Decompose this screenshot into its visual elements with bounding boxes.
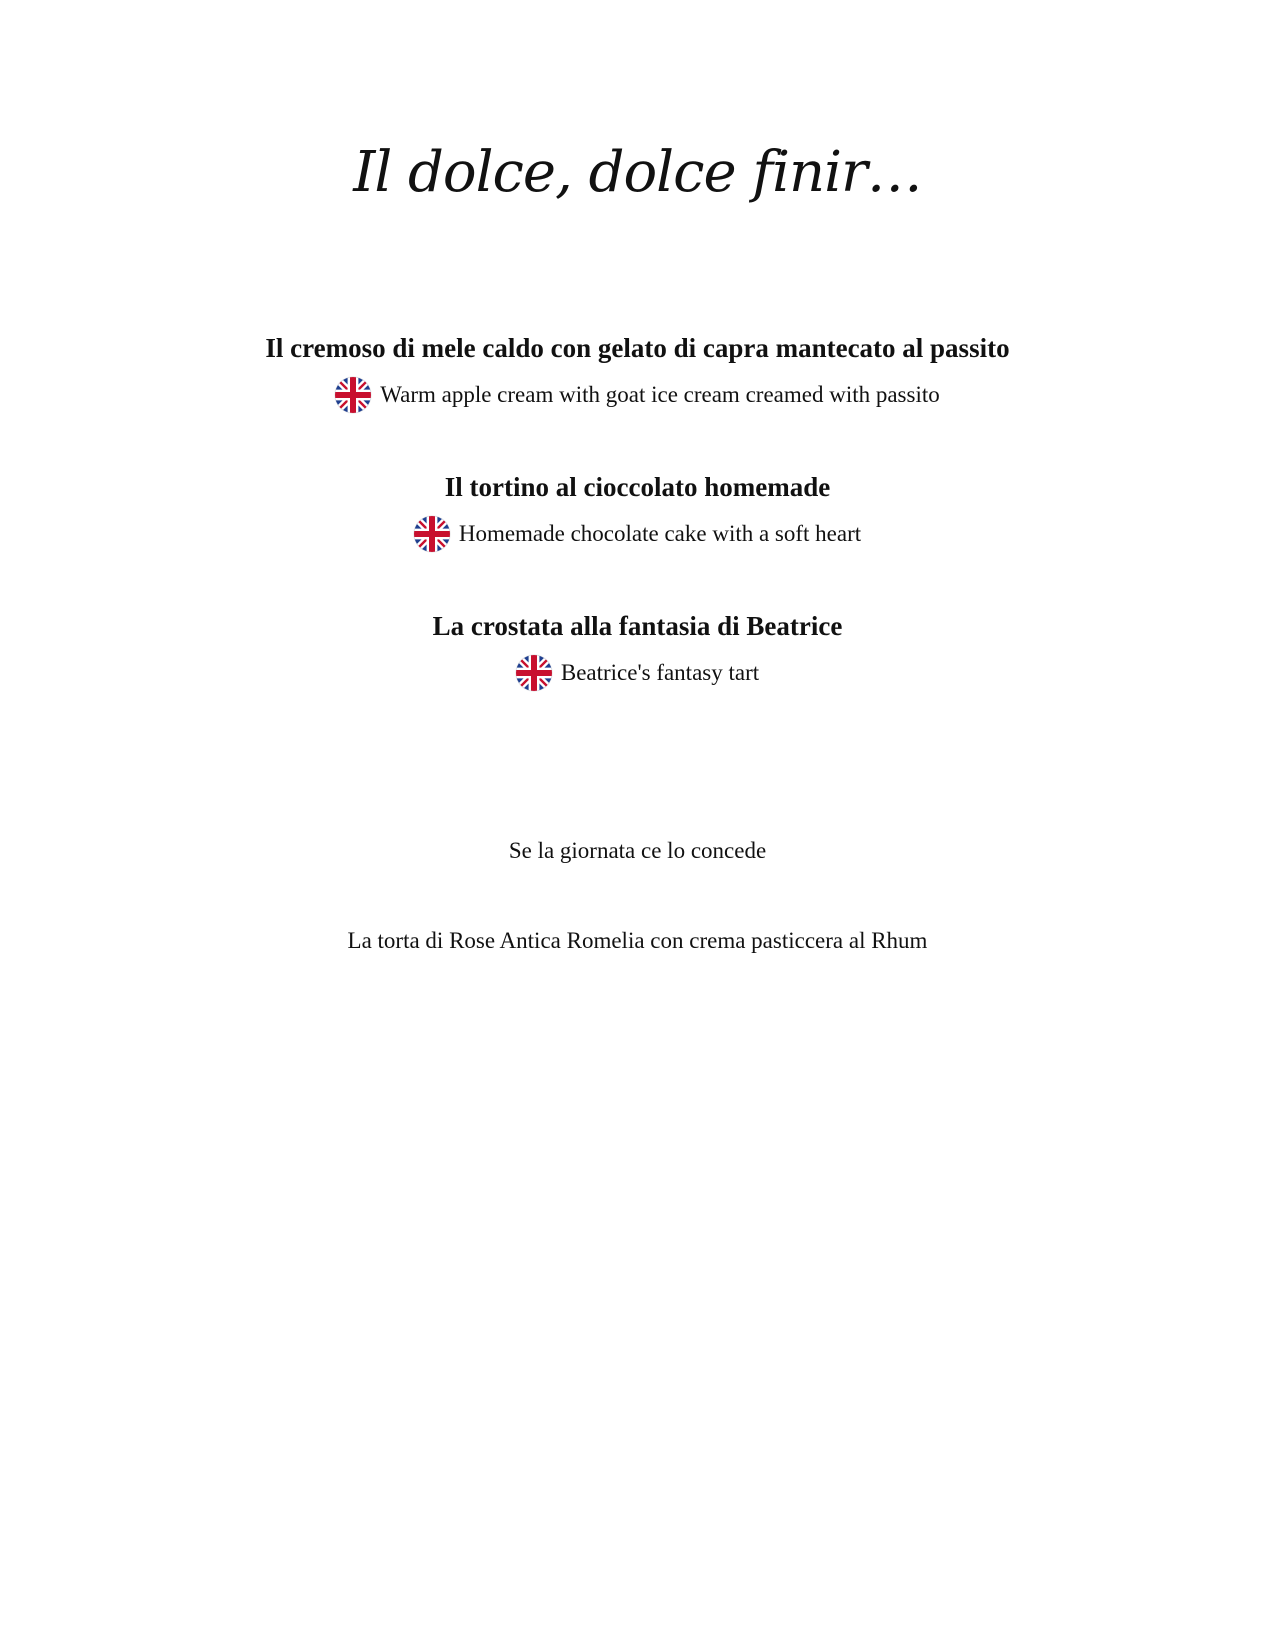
uk-flag-icon	[335, 377, 371, 413]
dish-translation-row	[0, 655, 1275, 691]
dish-translation-row	[0, 516, 1275, 552]
menu-title: Il dolce, dolce finir…	[353, 140, 922, 205]
uk-flag-icon	[414, 516, 450, 552]
dish-item	[0, 331, 1275, 413]
dish-translation: Beatrice's fantasy tart	[560, 660, 760, 685]
dish-translation: Warm apple cream with goat ice cream creamed with passito	[380, 382, 940, 407]
dish-translation-row	[0, 377, 1275, 413]
dish-item	[0, 609, 1275, 691]
dish-name: La crostata alla fantasia di Beatrice	[432, 611, 843, 641]
dish-translation: Homemade chocolate cake with a soft heart	[458, 521, 862, 546]
dish-name: Il cremoso di mele caldo con gelato di capra mantecato al passito	[265, 333, 1010, 363]
special-item: La torta di Rose Antica Romelia con crema pasticcera al Rhum	[347, 928, 928, 953]
dish-item	[0, 470, 1275, 552]
uk-flag-icon	[516, 655, 552, 691]
dish-name: Il tortino al cioccolato homemade	[444, 472, 831, 502]
special-note: Se la giornata ce lo concede	[508, 838, 767, 863]
